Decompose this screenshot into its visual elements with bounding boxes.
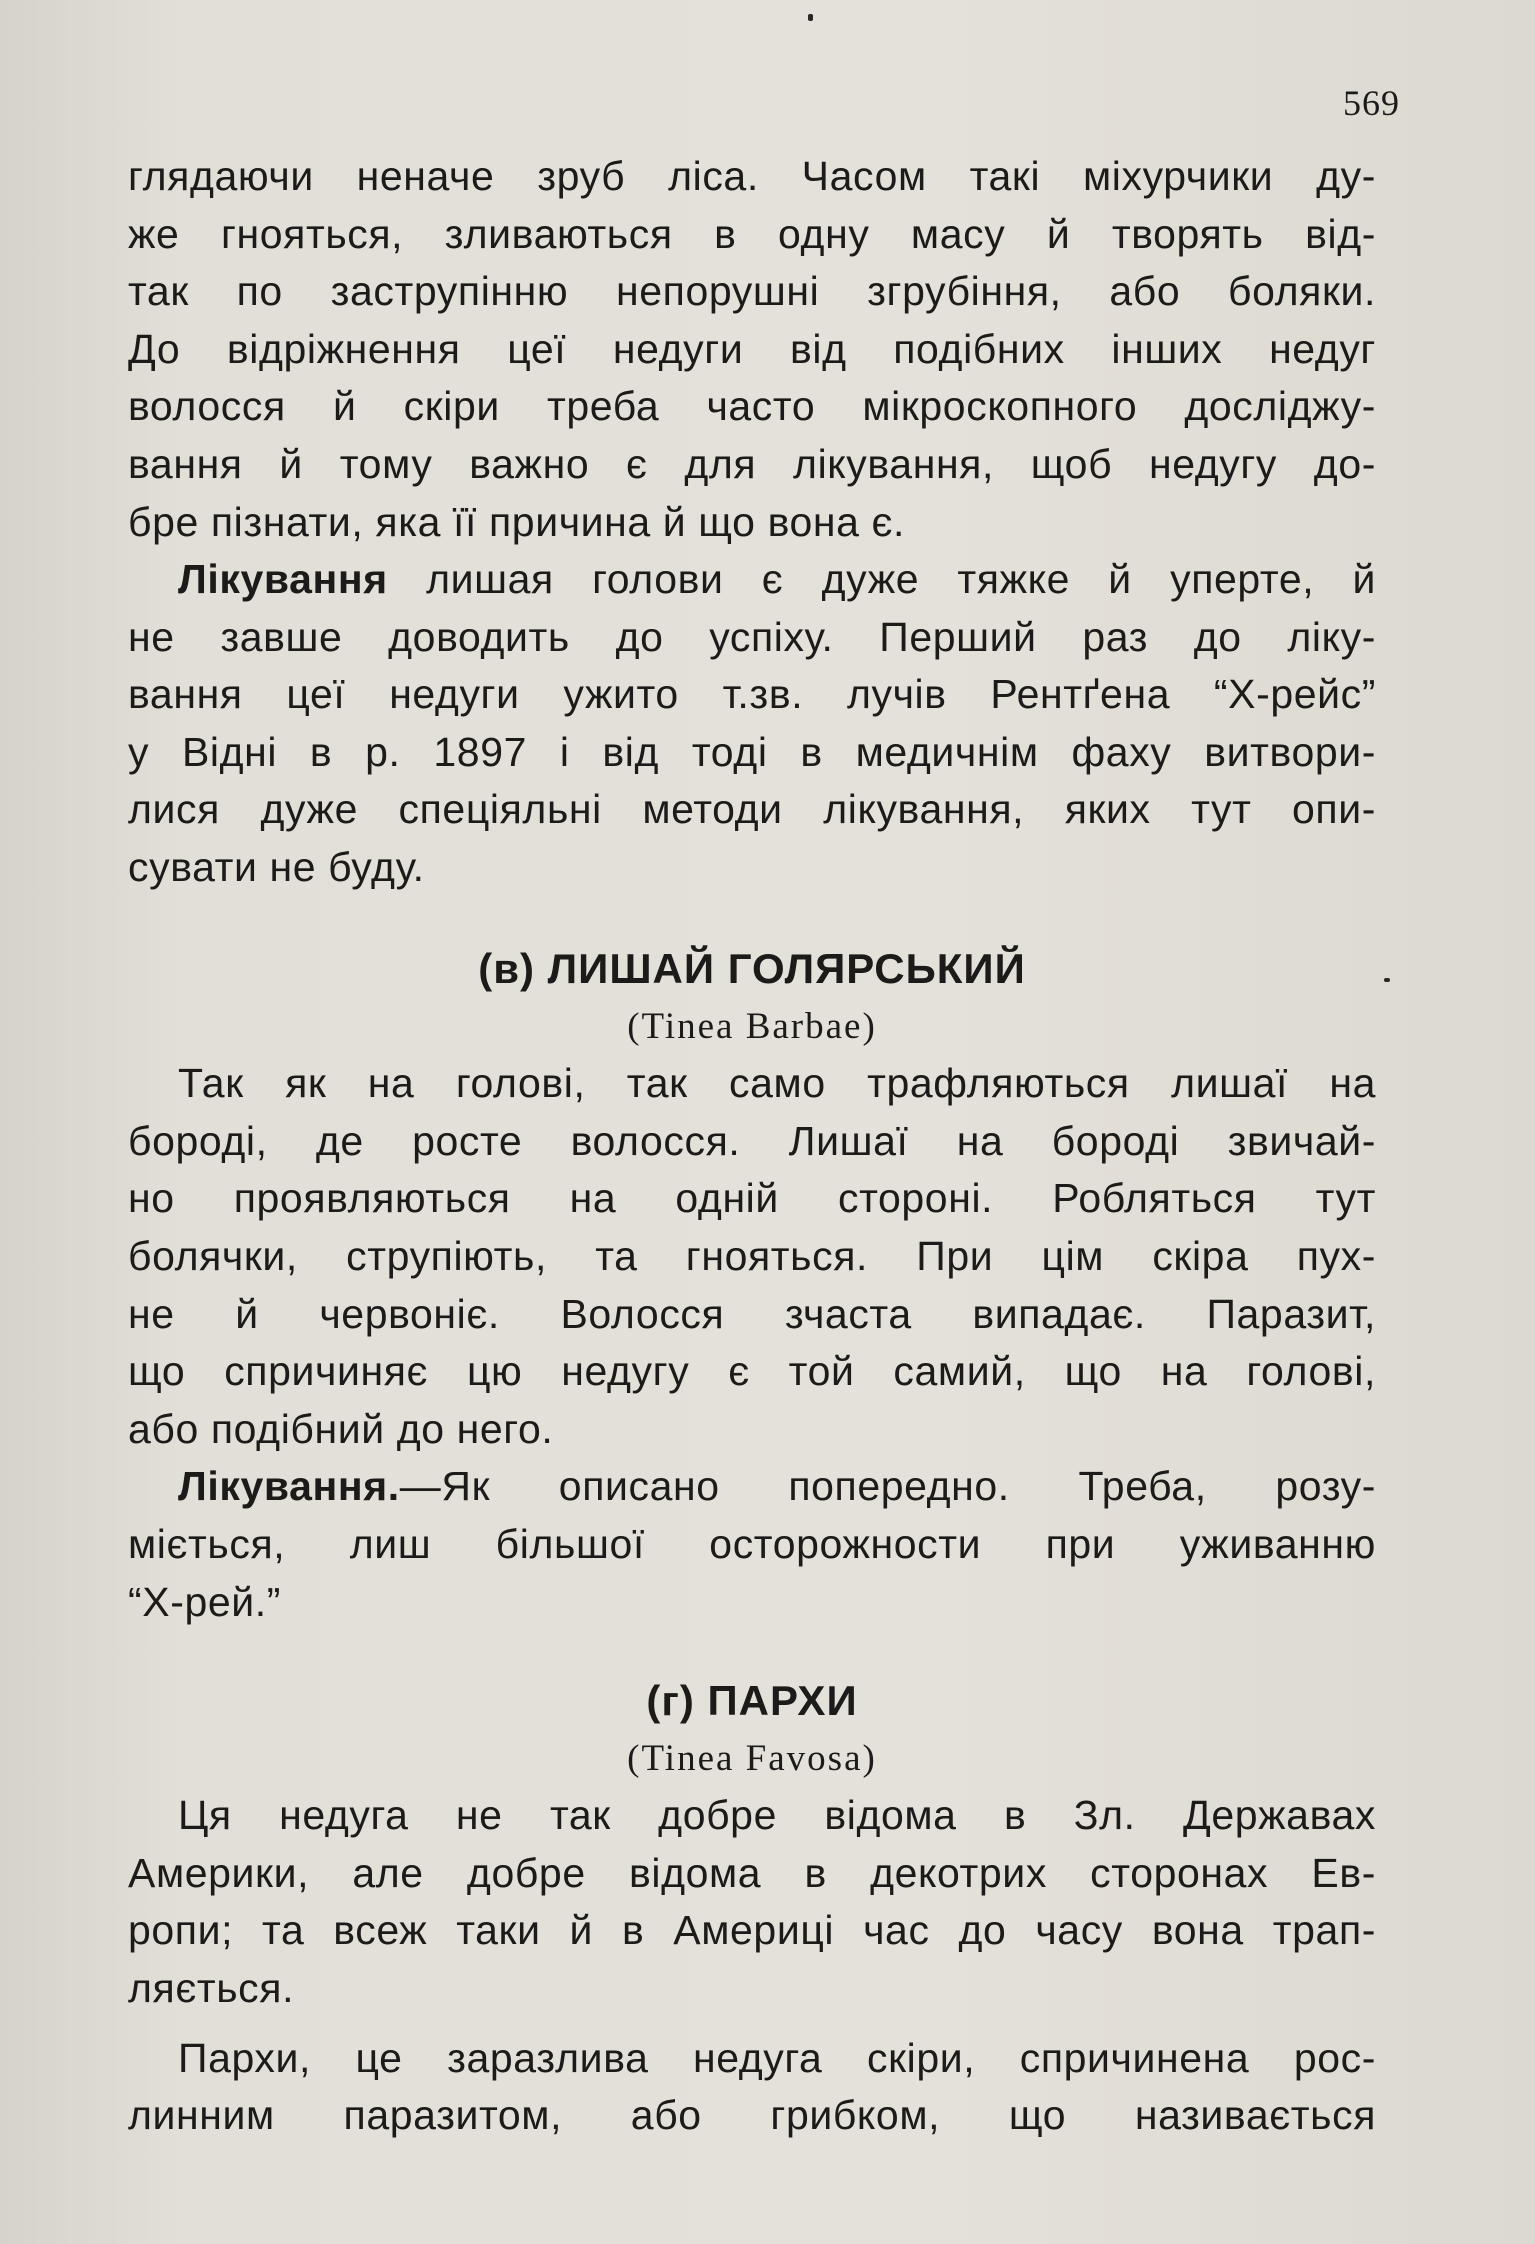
section-heading: (в) ЛИШАЙ ГОЛЯРСЬКИЙ [478,945,1026,992]
text-line: не й червоніє. Волосся зчаста випадає. Паразит, [128,1290,1376,1337]
speck-mark [1384,978,1390,982]
text-line: лися дуже спеціяльні методи лікування, яких тут опи- [128,786,1376,833]
text-line: Пархи, це заразлива недуга скіри, спричинена рос- [178,2034,1376,2081]
text-line: Ця недуга не так добре відома в Зл. Державах [178,1792,1376,1839]
page-number: 569 [1343,83,1400,123]
text-line: глядаючи неначе зруб ліса. Часом такі міхурчики ду- [128,153,1376,199]
text-line: же гнояться, зливаються в одну масу й творять від- [128,210,1376,257]
section-latin-name: (Tinea Barbae) [627,1005,877,1047]
text-line: бороді, де росте волосся. Лишаї на бороді звичай- [128,1117,1376,1164]
text-fragment: —Як описано попередно. Треба, розу- [399,1463,1376,1510]
text-line: або подібний до него. [128,1405,554,1452]
text-line: ляється. [128,1964,295,2011]
section-tinea-favosa [128,1672,1376,2145]
text-line: линним паразитом, або грибком, що називається [128,2092,1376,2139]
speck-mark [808,14,813,21]
section-heading: (г) ПАРХИ [646,1677,858,1724]
section-tinea-barbae [128,940,1376,1631]
text-line: що спричиняє цю недугу є той самий, що на голові, [128,1348,1376,1395]
text-line [128,551,1376,609]
text-fragment: лишая голови є дуже тяжке й уперте, й [387,556,1376,602]
text-line: но проявляються на одній стороні. Робляться тут [128,1175,1376,1222]
text-line: бре пізнати, яка її причина й що вона є. [128,498,906,545]
text-line: “Х-рей.” [128,1578,282,1625]
text-line: у Відні в р. 1897 і від тоді в медичнім фаху витвори- [128,728,1376,775]
term-bold: Лікування [178,556,388,602]
paragraph-treatment [128,551,1376,897]
text-line: болячки, струпіють, та гнояться. При цім скіра пух- [128,1232,1376,1279]
text-line [128,1458,1376,1516]
text-line: До відріжнення цеї недуги від подібних інших недуг [128,325,1376,372]
text-line: Так як на голові, так само трафляються лишаї на [178,1060,1376,1107]
text-line: так по заструпінню непорушні згрубіння, або боляки. [128,268,1376,315]
section-latin-name: (Tinea Favosa) [627,1737,877,1779]
text-line: ропи; та всеж таки й в Америці час до часу вона трап- [128,1907,1376,1954]
term-bold: Лікування. [178,1463,400,1510]
text-line: вання цеї недуги ужито т.зв. лучів Рентґена “Х-рейс” [128,671,1376,718]
text-line: не завше доводить до успіху. Перший раз до ліку- [128,613,1376,660]
text-line: волосся й скіри треба часто мікроскопного досліджу- [128,383,1376,430]
text-line: міється, лиш більшої осторожности при уживанню [128,1520,1376,1567]
text-line: вання й тому важно є для лікування, щоб недугу до- [128,440,1376,487]
text-line: сувати не буду. [128,843,425,890]
text-line: Америки, але добре відома в декотрих сторонах Ев- [128,1849,1376,1896]
paragraph-continuation [128,148,1376,551]
